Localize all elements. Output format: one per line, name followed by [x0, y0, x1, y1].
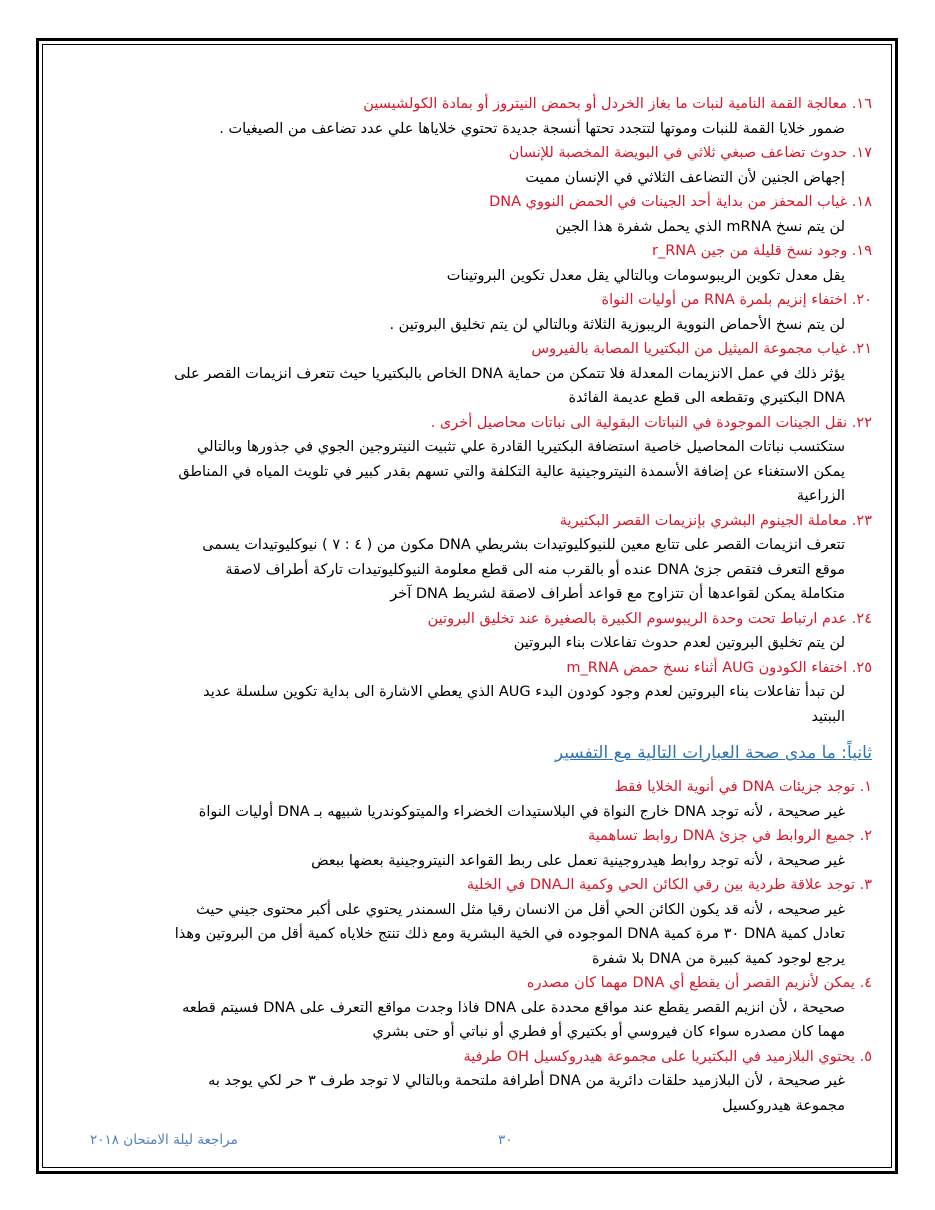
item-question: ١٨. غياب المحفز من بداية أحد الجينات في الحمض النووي DNA [489, 194, 872, 210]
statement-question: ٢. جميع الروابط في جزئ DNA روابط تساهمية [587, 828, 872, 844]
page-number: ٣٠ [498, 1132, 513, 1148]
page-footer [80, 1132, 860, 1154]
statement-answer-line: غير صحيحة ، لأنه توجد روابط هيدروجينية تعمل على ربط القواعد النيتروجينية بعضها ببعض [311, 852, 845, 869]
item-question: ١٩. وجود نسخ قليلة من جين r_RNA [651, 243, 872, 259]
item-question: ٢٣. معاملة الجينوم البشري بإنزيمات القصر البكتيرية [559, 512, 872, 529]
statement-answer-line: مجموعة هيدروكسيل [722, 1097, 845, 1114]
item-answer-line: متكاملة يمكن لقواعدها أن تتزاوج مع قواعد أطراف لاصقة لشريط DNA آخر [390, 586, 845, 602]
section-title: ثانياً: ما مدى صحة العبارات التالية مع التفسير [554, 743, 872, 763]
statement-answer-line: غير صحيحة ، لأن البلازميد حلقات دائرية من DNA أطرافة ملتحمة وبالتالي لا توجد طرف ٣ حر لكي يوجد به [208, 1073, 845, 1089]
page-content [72, 92, 872, 1118]
statement-answer-line: مهما كان مصدره سواء كان فيروسي أو بكتيري أو فطري أو نباتي أو حتى بشري [372, 1024, 845, 1040]
statement-question: ٤. يمكن لأنزيم القصر أن يقطع أي DNA مهما كان مصدره [526, 975, 872, 991]
statement-answer-line: غير صحيحة ، لأنه توجد DNA خارج النواة في البلاستيدات الخضراء والميتوكوندريا شبيهه بـ DNA أوليات النواة [198, 803, 845, 820]
item-question: ١٧. حدوث تضاعف صبغي ثلاثي في البويضة المخصبة للإنسان [508, 145, 872, 161]
item-answer-line: تتعرف انزيمات القصر على تتابع معين للنيوكليوتيدات بشريطي DNA مكون من ( ٤ : ٧ ) نيوكليوتيدات يسمى [202, 537, 845, 553]
explanation-items-list [72, 92, 872, 729]
statement-answer-line: يرجع لوجود كمية كبيرة من DNA بلا شفرة [591, 950, 845, 967]
item-answer-line: يؤثر ذلك في عمل الانزيمات المعدلة فلا تتمكن من حماية DNA الخاص بالبكتيريا حيث تتعرف انزيمات القصر على [174, 365, 845, 382]
item-question: ٢٥. اختفاء الكودون AUG أثناء نسخ حمض m_RNA [566, 659, 872, 676]
item-answer-line: يقل معدل تكوين الريبوسومات وبالتالي يقل معدل تكوين البروتينات [446, 267, 845, 284]
item-question: ١٦. معالجة القمة النامية لنبات ما بغاز الخردل أو بحمض النيتروز أو بمادة الكولشيسين [363, 96, 872, 112]
item-answer-line: لن يتم تخليق البروتين لعدم حدوث تفاعلات بناء البروتين [513, 635, 845, 651]
item-answer-line: إجهاض الجنين لأن التضاعف الثلاثي في الإنسان مميت [525, 169, 845, 186]
item-answer-line: ستكتسب نباتات المحاصيل خاصية استضافة البكتيريا القادرة علي تثبيت النيتروجين الجوي في جذورها وبالتالي [197, 439, 845, 455]
item-answer-line: ضمور خلايا القمة للنبات وموتها لتتجدد تحتها أنسجة جديدة تحتوي خلاياها علي عدد تضاعف من الصيغيات . [219, 120, 845, 137]
statement-answer-line: تعادل كمية DNA ٣٠ مرة كمية DNA الموجوده في الخية البشرية ومع ذلك تنتج خلاياه كمية أقل من البروتين وهذا [174, 926, 845, 942]
item-question: ٢٢. نقل الجينات الموجودة في النباتات البقولية الى نباتات محاصيل أخرى . [430, 414, 872, 431]
statements-list [72, 775, 872, 1118]
item-answer-line: لن تبدأ تفاعلات بناء البروتين لعدم وجود كودون البدء AUG الذي يعطي الاشارة الى بداية تكوين سلسلة عديد [203, 684, 845, 700]
item-answer-line: يمكن الاستغناء عن إضافة الأسمدة النيتروجينية عالية التكلفة والتي تسهم بقدر كبير في تلويث المياه في المناطق [178, 463, 845, 480]
item-answer-line: DNA البكتيري وتقطعه الى قطع عديمة الفائدة [568, 390, 845, 406]
item-answer-line: لن يتم نسخ mRNA الذي يحمل شفرة هذا الجين [555, 218, 845, 235]
statement-question: ٣. توجد علاقة طردية بين رقي الكائن الحي وكمية الـDNA في الخلية [466, 877, 872, 893]
item-question: ٢٤. عدم ارتباط تحت وحدة الريبوسوم الكبيرة بالصغيرة عند تخليق البروتين [427, 610, 872, 627]
statement-answer-line: صحيحة ، لأن انزيم القصر يقطع عند مواقع محددة على DNA فاذا وجدت مواقع التعرف على DNA فسيتم قطعه [182, 999, 845, 1016]
footer-title: مراجعة ليلة الامتحان ٢٠١٨ [90, 1132, 238, 1148]
item-question: ٢١. غياب مجموعة الميثيل من البكتيريا المصابة بالفيروس [531, 341, 872, 357]
item-answer-line: الزراعية [796, 488, 845, 504]
item-answer-line: الببتيد [811, 708, 845, 725]
statement-question: ١. توجد جزيئات DNA في أنوية الخلايا فقط [614, 779, 872, 795]
statement-answer-line: غير صحيحه ، لأنه قد يكون الكائن الحي أقل من الانسان رقيا مثل السمندر يحتوي على أكبر محتوى جيني حيث [196, 901, 845, 918]
item-answer-line: موقع التعرف فتقص جزئ DNA عنده أو بالقرب منه الى قطع معلومة النيوكليوتيدات تاركة أطراف لاصقة [225, 561, 845, 578]
item-question: ٢٠. اختفاء إنزيم بلمرة RNA من أوليات النواة [601, 292, 872, 308]
item-answer-line: لن يتم نسخ الأحماض النووية الريبوزية الثلاثة وبالتالي لن يتم تخليق البروتين . [389, 316, 845, 333]
statement-question: ٥. يحتوي البلازميد في البكتيريا على مجموعة هيدروكسيل OH طرفية [463, 1048, 872, 1065]
